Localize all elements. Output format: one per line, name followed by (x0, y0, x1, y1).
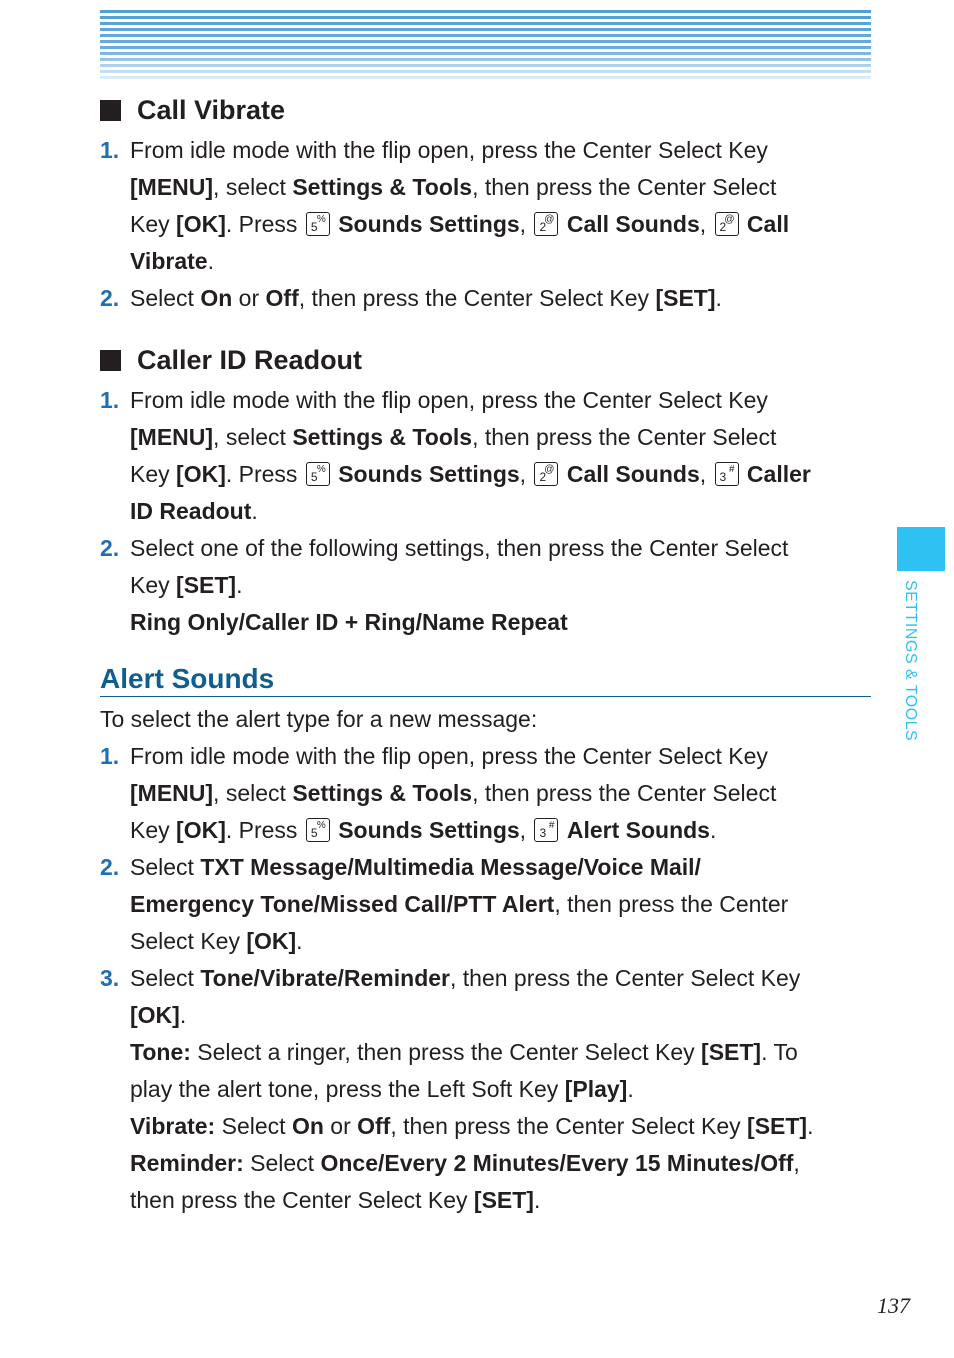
key-2-icon: 2 @ (534, 462, 558, 486)
step-number: 1. (100, 137, 120, 163)
step-number: 3. (100, 965, 120, 991)
step-number: 1. (100, 743, 120, 769)
alert-sounds-step-3: 3. Select Tone/Vibrate/Reminder, then press the Center Select Key [OK]. Tone: Select a ringer, then press the Center Select Key [SET]. To play the alert tone, press the Left Soft Key [Play]. Vibrate: Select On or Off, then press the Center Select Key [SET]. Reminder: Select Once/Every 2 Minutes/Every 15 Minutes/Off, then press the Center Select Key [SET]. (100, 960, 875, 1219)
tone-description: Tone: Select a ringer, then press the Center Select Key [SET]. To (130, 1039, 798, 1065)
alert-sounds-step-1: 1. From idle mode with the flip open, press the Center Select Key [MENU], select Settings & Tools, then press the Center Select Key [OK]. Press 5 % Sounds Settings, 3 # Alert Sounds. (100, 738, 875, 849)
section-heading-alert-sounds: Alert Sounds (100, 663, 275, 694)
call-vibrate-step-2: 2. Select On or Off, then press the Center Select Key [SET]. (100, 280, 875, 317)
alert-sounds-step-2: 2. Select TXT Message/Multimedia Message/Voice Mail/ Emergency Tone/Missed Call/PTT Alert, then press the Center Select Key [OK]. (100, 849, 875, 960)
step-number: 2. (100, 285, 120, 311)
step-number: 2. (100, 854, 120, 880)
key-5-icon: 5 % (306, 212, 330, 236)
call-vibrate-step-1: 1. From idle mode with the flip open, press the Center Select Key [MENU], select Settings & Tools, then press the Center Select Key [OK]. Press 5 % Sounds Settings, 2 @ Call Sounds, 2 @ Call Vibrate. (100, 132, 875, 280)
section-heading-call-vibrate: Call Vibrate (100, 88, 875, 132)
step-number: 2. (100, 535, 120, 561)
square-bullet-icon (100, 350, 121, 371)
page-content (100, 88, 875, 1219)
header-stripe-fade (100, 10, 871, 80)
caller-id-options: Ring Only/Caller ID + Ring/Name Repeat (130, 609, 568, 635)
caller-id-step-1: 1. From idle mode with the flip open, press the Center Select Key [MENU], select Settings & Tools, then press the Center Select Key [OK]. Press 5 % Sounds Settings, 2 @ Call Sounds, 3 # Caller ID Readout. (100, 382, 875, 530)
key-2-icon: 2 @ (715, 212, 739, 236)
key-5-icon: 5 % (306, 462, 330, 486)
key-3-icon: 3 # (534, 818, 558, 842)
caller-id-step-2: 2. Select one of the following settings, then press the Center Select Key [SET]. Ring Only/Caller ID + Ring/Name Repeat (100, 530, 875, 641)
key-3-icon: 3 # (715, 462, 739, 486)
key-2-icon: 2 @ (534, 212, 558, 236)
reminder-description: Reminder: Select Once/Every 2 Minutes/Every 15 Minutes/Off, (130, 1150, 800, 1176)
square-bullet-icon (100, 100, 121, 121)
step-number: 1. (100, 387, 120, 413)
key-5-icon: 5 % (306, 818, 330, 842)
sidebar-tab-marker (897, 527, 945, 571)
heading-underline (100, 696, 871, 697)
sidebar-section-label: SETTINGS & TOOLS (902, 580, 919, 742)
alert-sounds-intro: To select the alert type for a new message: (100, 706, 538, 732)
section-heading-caller-id-readout: Caller ID Readout (100, 338, 875, 382)
vibrate-description: Vibrate: Select On or Off, then press the Center Select Key [SET]. (130, 1113, 814, 1139)
page-number: 137 (877, 1293, 910, 1318)
